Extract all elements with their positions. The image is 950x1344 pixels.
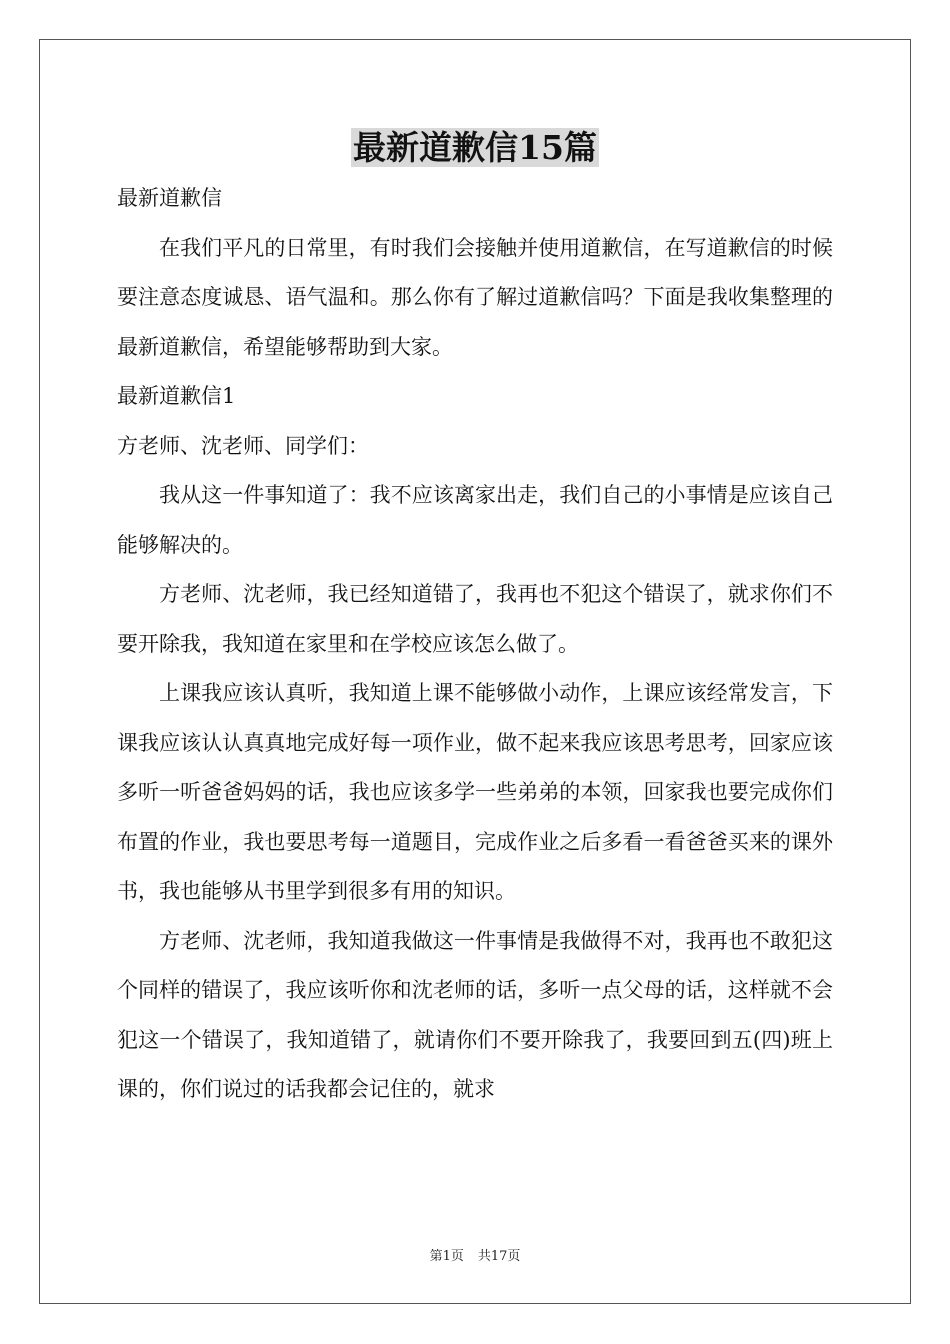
page-footer	[0, 1248, 950, 1266]
body-paragraph: 方老师、沈老师，我知道我做这一件事情是我做得不对，我再也不敢犯这个同样的错误了，我应该听你和沈老师的话，多听一点父母的话，这样就不会犯这一个错误了，我知道错了，就请你们不要开除我了，我要回到五(四)班上课的，你们说过的话我都会记住的，就求	[117, 928, 833, 1101]
document-title-text: 最新道歉信15篇	[353, 128, 597, 167]
page-number: 第1页	[429, 1249, 464, 1264]
body-heading-line: 最新道歉信1	[117, 384, 236, 408]
body-paragraph: 在我们平凡的日常里，有时我们会接触并使用道歉信，在写道歉信的时候要注意态度诚恳、语气温和。那么你有了解过道歉信吗？下面是我收集整理的最新道歉信，希望能够帮助到大家。	[117, 235, 833, 359]
page-total: 共17页	[477, 1249, 521, 1264]
document-title	[0, 124, 950, 172]
body-heading-line: 方老师、沈老师、同学们：	[117, 433, 369, 458]
body-heading-line: 最新道歉信	[117, 186, 222, 210]
body-paragraph: 方老师、沈老师，我已经知道错了，我再也不犯这个错误了，就求你们不要开除我，我知道在家里和在学校应该怎么做了。	[117, 582, 833, 656]
document-body	[117, 174, 833, 1115]
body-paragraph: 我从这一件事知道了：我不应该离家出走，我们自己的小事情是应该自己能够解决的。	[117, 483, 833, 557]
body-paragraph: 上课我应该认真听，我知道上课不能够做小动作，上课应该经常发言，下课我应该认认真真地完成好每一项作业，做不起来我应该思考思考，回家应该多听一听爸爸妈妈的话，我也应该多学一些弟弟的本领，回家我也要完成你们布置的作业，我也要思考每一道题目，完成作业之后多看一看爸爸买来的课外书，我也能够从书里学到很多有用的知识。	[117, 681, 833, 903]
